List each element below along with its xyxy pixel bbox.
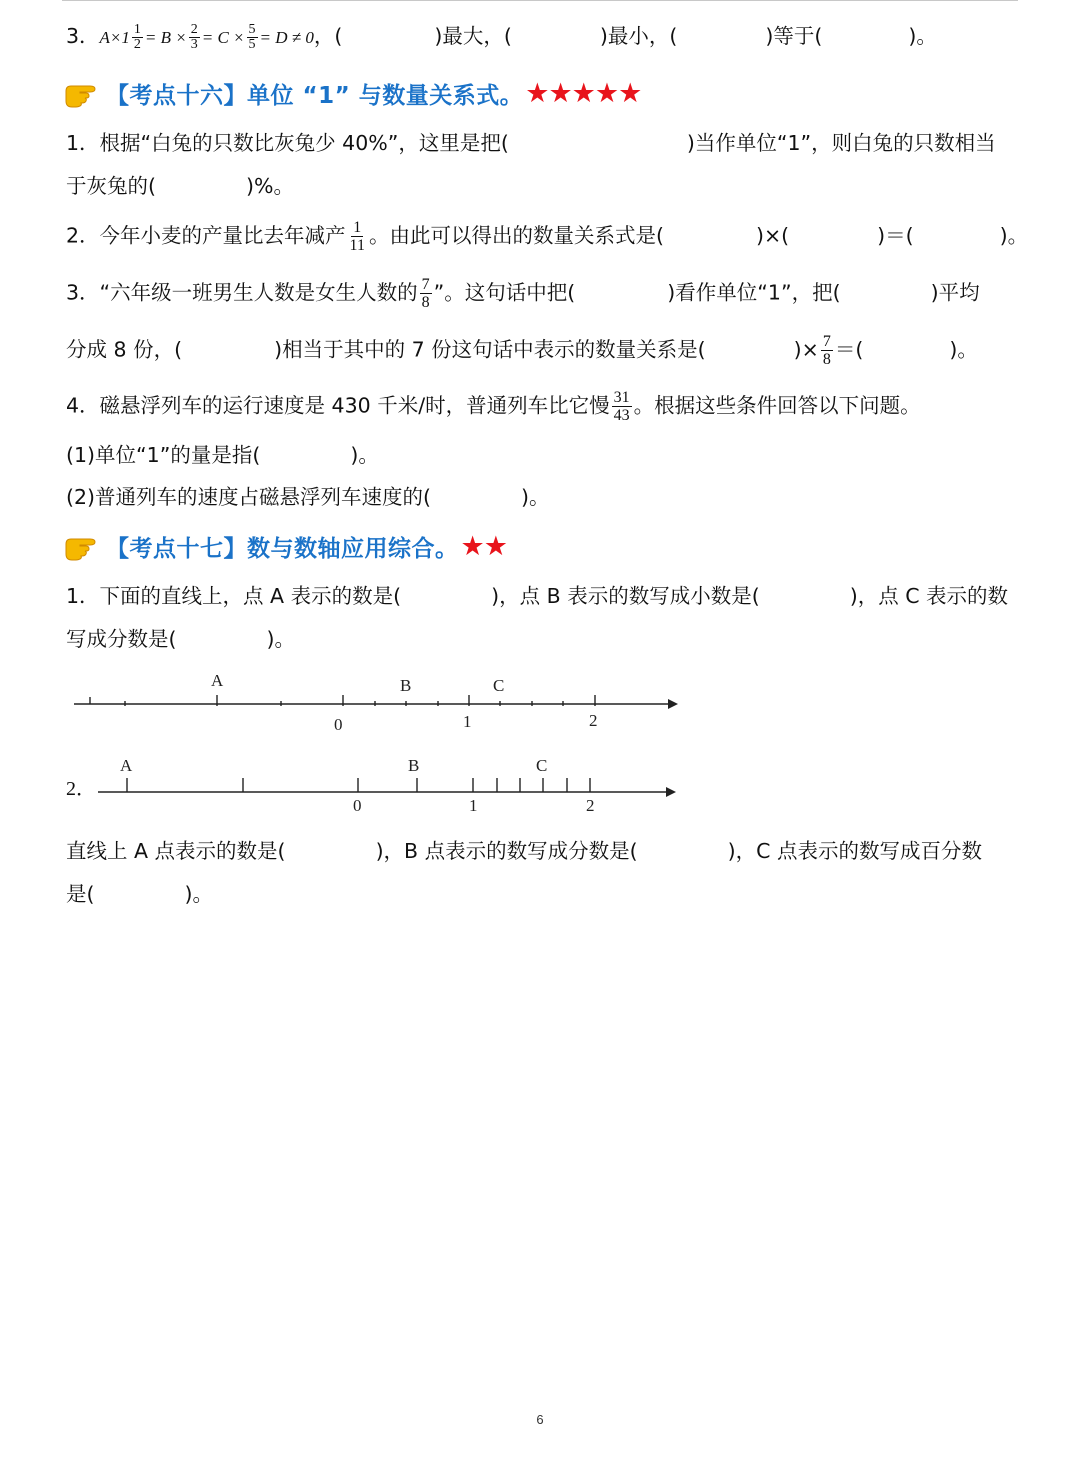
number-line-1 <box>60 668 690 738</box>
section-heading-16 <box>64 73 641 113</box>
fraction-five-fifths: $\frac{5}{5}$ <box>248 21 256 52</box>
point-label-c: C <box>493 676 505 695</box>
fraction-seven-eighths: $\frac{7}{8}$ <box>421 276 430 311</box>
expr-b: = B × <box>144 28 187 47</box>
s16-question-3-line-1: 3．“六年级一班男生人数是女生人数的 $\frac{7}{8}$ ”。这句话中把( )看作单位“1”，把( )平均 <box>66 276 980 311</box>
expr-d: = D ≠ 0 <box>259 28 314 47</box>
expr-a: A×1 <box>99 28 130 47</box>
point-label-b: B <box>408 756 420 775</box>
fraction-one-eleventh: $\frac{1}{11}$ <box>349 219 365 254</box>
s17-question-1-line-2: 写成分数是( )。 <box>66 627 295 651</box>
pointing-hand-icon <box>64 530 104 562</box>
top-divider <box>62 0 1018 1</box>
star-rating: ★★ <box>460 530 507 562</box>
question-3-top: 3．A×1 $\frac{1}{2}$ = B × $\frac{2}{3}$ = C × $\frac{5}{5}$ = D ≠ 0，( )最大，( )最小，( )等于( )。 <box>66 21 937 52</box>
s17-question-2-number: 2． <box>66 778 96 800</box>
axis-arrow <box>666 787 676 797</box>
fraction-31-43: $\frac{31}{43}$ <box>613 389 630 424</box>
s16-question-4: 4．磁悬浮列车的运行速度是 430 千米/时，普通列车比它慢 $\frac{31}{43}$ 。根据这些条件回答以下问题。 <box>66 389 921 424</box>
s17-question-2-line-1: 直线上 A 点表示的数是( )，B 点表示的数写成分数是( )，C 点表示的数写成百分数 <box>66 839 982 863</box>
s16-question-3-line-2: 分成 8 份，( )相当于其中的 7 份这句话中表示的数量关系是( )× $\frac{7}{8}$ ＝( )。 <box>66 333 978 368</box>
s16-question-2: 2．今年小麦的产量比去年减产 $\frac{1}{11}$ 。由此可以得出的数量关系式是( )×( )＝( )。 <box>66 219 1029 254</box>
axis-arrow <box>668 699 678 709</box>
star-rating: ★★★★★ <box>525 77 642 109</box>
tick-label-0: 0 <box>353 796 362 815</box>
s16-question-4-sub-1: (1)单位“1”的量是指( )。 <box>66 443 379 467</box>
s16-question-4-sub-2: (2)普通列车的速度占磁悬浮列车速度的( )。 <box>66 485 550 509</box>
axis-ticks <box>127 778 590 792</box>
tick-label-0: 0 <box>334 715 343 734</box>
question-number: 3． <box>66 24 100 48</box>
point-label-c: C <box>536 756 548 775</box>
tick-label-2: 2 <box>589 711 598 730</box>
section-heading-17 <box>64 526 507 566</box>
number-line-2 <box>60 752 690 822</box>
s17-question-2-line-2: 是( )。 <box>66 882 213 906</box>
page-number: 6 <box>536 1412 544 1427</box>
point-label-b: B <box>400 676 412 695</box>
point-label-a: A <box>120 756 133 775</box>
fraction-two-thirds: $\frac{2}{3}$ <box>190 21 198 52</box>
section-title: 【考点十六】单位 “1” 与数量关系式。 <box>106 82 524 109</box>
s16-question-1-line-2: 于灰兔的( )%。 <box>66 174 294 198</box>
expr-c: = C × <box>201 28 245 47</box>
s16-question-1-line-1: 1．根据“白兔的只数比灰兔少 40%”，这里是把( )当作单位“1”，则白兔的只数相当 <box>66 131 996 155</box>
s17-question-1-line-1: 1．下面的直线上，点 A 表示的数是( )，点 B 表示的数写成小数是( )，点 C 表示的数 <box>66 584 1009 608</box>
point-label-a: A <box>211 671 224 690</box>
pointing-hand-icon <box>64 77 104 109</box>
section-title: 【考点十七】数与数轴应用综合。 <box>106 535 459 562</box>
fraction-seven-eighths-2: $\frac{7}{8}$ <box>822 333 831 368</box>
tick-label-1: 1 <box>463 712 472 731</box>
fraction-one-half: $\frac{1}{2}$ <box>133 21 141 52</box>
tick-label-1: 1 <box>469 796 478 815</box>
tick-label-2: 2 <box>586 796 595 815</box>
